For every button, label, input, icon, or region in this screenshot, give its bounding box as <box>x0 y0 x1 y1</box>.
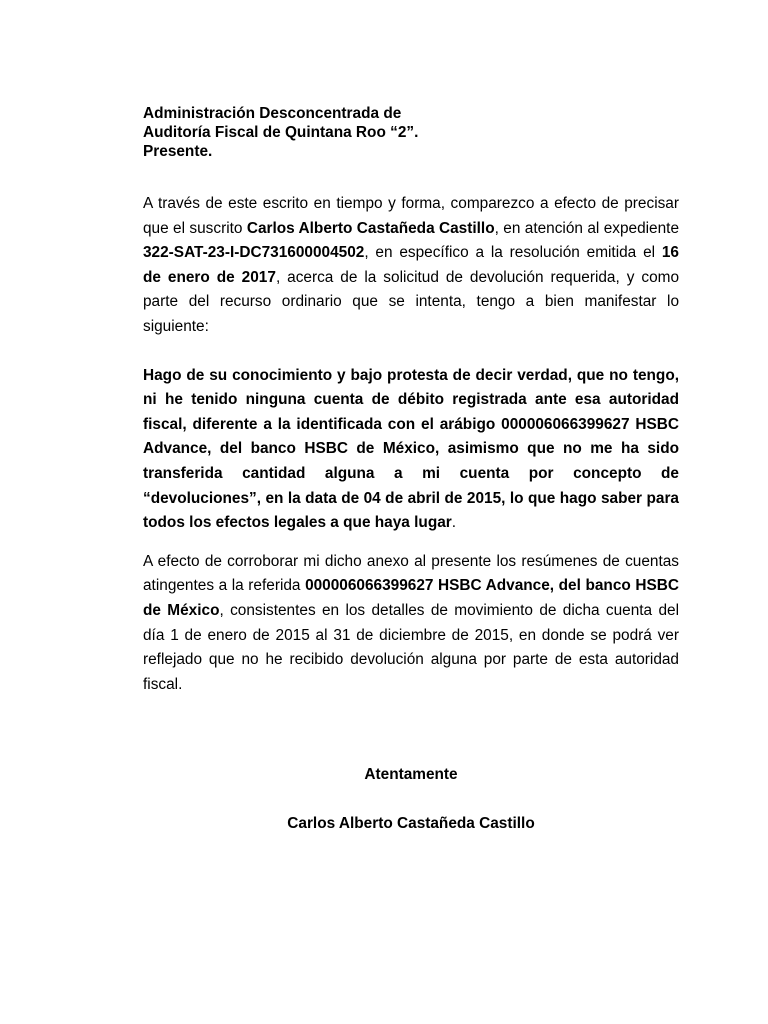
recipient-address <box>143 104 679 161</box>
file-number: 322-SAT-23-I-DC731600004502 <box>143 244 365 262</box>
signature-name: Carlos Alberto Castañeda Castillo <box>287 815 535 832</box>
paragraph3-text-2: , consistentes en los detalles de movimiento de dicha cuenta del día 1 de enero de 2015 al 31 de diciembre de 2015, en donde se podrá ver reflejado que no he recibido devolución alguna por parte de esta autoridad fiscal. <box>143 601 679 693</box>
closing-salutation: Atentamente <box>364 766 458 783</box>
paragraph1-text-4: , acerca de la solicitud de devolución requerida, y como parte del recurso ordinario que se intenta, tengo a bien manifestar lo siguiente: <box>143 268 680 335</box>
declaration-text: Hago de su conocimiento y bajo protesta de decir verdad, que no tengo, ni he tenido ninguna cuenta de débito registrada ante esa autoridad fiscal, diferente a la identificada con el arábigo 000006066399627 HSBC Advance, del banco HSBC de México, asimismo que no me ha sido transferida cantidad alguna a mi cuenta por concepto de “devoluciones”, en la data de 04 de abril de 2015, lo que hago saber para todos los efectos legales a que haya lugar <box>143 366 679 532</box>
resolution-date: 16 de enero de 2017 <box>143 244 679 286</box>
declaration-period: . <box>451 514 457 532</box>
paragraph3-text-1: A efecto de corroborar mi dicho anexo al presente los resúmenes de cuentas atingentes a la referida <box>143 552 679 595</box>
paragraph-evidence <box>143 550 679 698</box>
sender-name: Carlos Alberto Castañeda Castillo <box>246 219 495 237</box>
paragraph1-text-3: , en específico a la resolución emitida el <box>364 244 662 262</box>
address-line-3: Presente. <box>143 143 213 160</box>
address-line-2: Auditoría Fiscal de Quintana Roo “2”. <box>143 124 419 141</box>
bank-account: 000006066399627 HSBC Advance, del banco HSBC de México <box>143 577 679 619</box>
address-line-1: Administración Desconcentrada de <box>143 105 402 122</box>
paragraph-declaration <box>143 364 679 536</box>
paragraph1-text-2: , en atención al expediente <box>494 219 680 237</box>
letter-body <box>143 104 679 697</box>
paragraph-introduction <box>143 192 679 340</box>
paragraph1-text-1: A través de este escrito en tiempo y forma, comparezco a efecto de precisar que el suscrito <box>143 195 679 237</box>
